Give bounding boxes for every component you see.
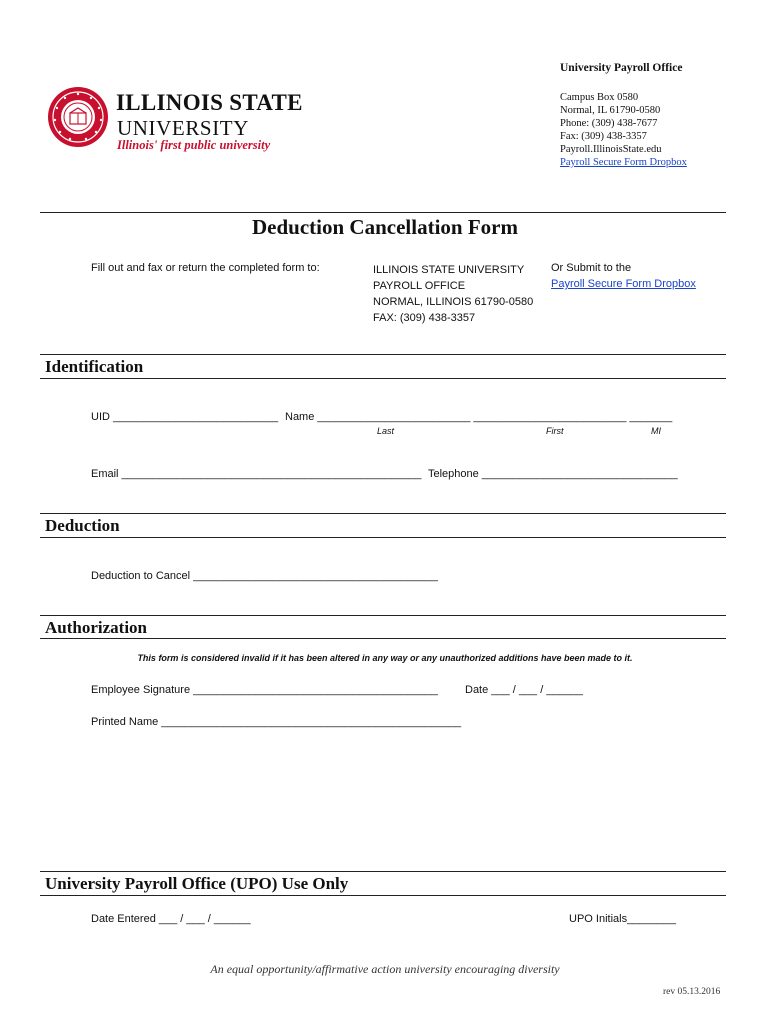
first-name-label: First bbox=[546, 426, 564, 436]
email-field[interactable]: Email _________________________________________________ bbox=[91, 468, 422, 480]
submit-block bbox=[551, 260, 696, 292]
instruction-text: Fill out and fax or return the completed form to: bbox=[91, 262, 320, 274]
section-title-identification: Identification bbox=[45, 357, 144, 376]
validity-notice: This form is considered invalid if it has been altered in any way or any unauthorized additions have been made to it. bbox=[137, 653, 633, 663]
address-line: Campus Box 0580 bbox=[560, 92, 639, 103]
uid-field[interactable]: UID ___________________________ bbox=[91, 411, 279, 423]
divider bbox=[40, 378, 726, 379]
logo-wordmark-line2: UNIVERSITY bbox=[117, 116, 249, 140]
deduction-to-cancel-field[interactable]: Deduction to Cancel ________________________________________ bbox=[91, 570, 438, 582]
website-line: Payroll.IllinoisState.edu bbox=[560, 144, 662, 155]
telephone-field[interactable]: Telephone ________________________________ bbox=[428, 468, 678, 480]
mail-line: FAX: (309) 438-3357 bbox=[373, 312, 476, 324]
divider bbox=[40, 638, 726, 639]
divider bbox=[40, 537, 726, 538]
logo-tagline: Illinois' first public university bbox=[117, 138, 271, 152]
mailing-address bbox=[373, 262, 533, 326]
phone-line: Phone: (309) 438-7677 bbox=[560, 118, 658, 129]
divider bbox=[40, 615, 726, 616]
mail-line: PAYROLL OFFICE bbox=[373, 280, 466, 292]
section-title-authorization: Authorization bbox=[45, 618, 147, 637]
office-address bbox=[560, 91, 687, 169]
equal-opportunity-statement: An equal opportunity/affirmative action university encouraging diversity bbox=[210, 962, 560, 976]
divider bbox=[40, 212, 726, 213]
fax-line: Fax: (309) 438-3357 bbox=[560, 131, 647, 142]
printed-name-field[interactable]: Printed Name _________________________________________________ bbox=[91, 716, 462, 728]
divider bbox=[40, 354, 726, 355]
date-entered-field[interactable]: Date Entered ___ / ___ / ______ bbox=[91, 913, 251, 925]
middle-initial-label: MI bbox=[651, 426, 661, 436]
dropbox-link[interactable]: Payroll Secure Form Dropbox bbox=[551, 278, 696, 290]
mail-line: NORMAL, ILLINOIS 61790-0580 bbox=[373, 296, 534, 308]
submit-text: Or Submit to the bbox=[551, 262, 632, 274]
revision-date: rev 05.13.2016 bbox=[663, 987, 721, 997]
name-field[interactable]: Name _________________________ _________________________ _______ bbox=[285, 411, 673, 423]
section-title-upo: University Payroll Office (UPO) Use Only bbox=[45, 874, 349, 893]
last-name-label: Last bbox=[377, 426, 395, 436]
divider bbox=[40, 895, 726, 896]
form-title: Deduction Cancellation Form bbox=[252, 215, 518, 239]
logo-wordmark-line1: ILLINOIS STATE bbox=[116, 90, 303, 115]
section-title-deduction: Deduction bbox=[45, 516, 120, 535]
divider bbox=[40, 513, 726, 514]
address-line: Normal, IL 61790-0580 bbox=[560, 105, 661, 116]
divider bbox=[40, 871, 726, 872]
header-dropbox-link[interactable]: Payroll Secure Form Dropbox bbox=[560, 157, 687, 168]
mail-line: ILLINOIS STATE UNIVERSITY bbox=[373, 264, 525, 276]
employee-signature-field[interactable]: Employee Signature ________________________________________ bbox=[91, 684, 438, 696]
office-title: University Payroll Office bbox=[560, 62, 683, 74]
upo-initials-field[interactable]: UPO Initials________ bbox=[569, 913, 677, 925]
signature-date-field[interactable]: Date ___ / ___ / ______ bbox=[465, 684, 584, 696]
university-seal-icon bbox=[47, 86, 109, 148]
